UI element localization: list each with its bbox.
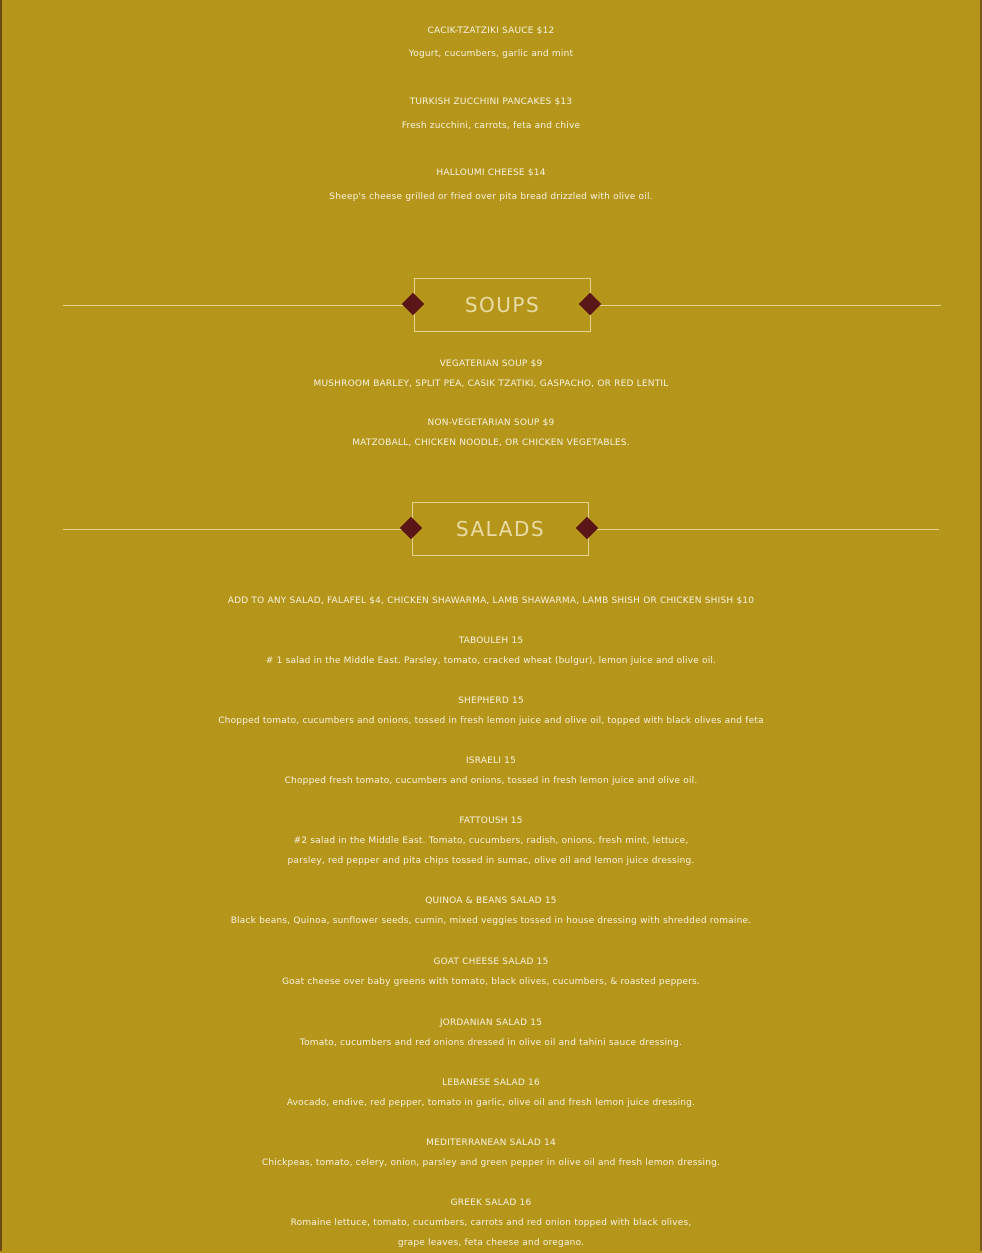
menu-item <box>0 1013 982 1053</box>
menu-item <box>0 413 982 453</box>
menu-item-title: MEDITERRANEAN SALAD 14 <box>426 1138 556 1148</box>
section-divider-salads <box>0 502 982 558</box>
menu-item-description: Chopped tomato, cucumbers and onions, tossed in fresh lemon juice and olive oil, topped with black olives and feta <box>218 716 764 726</box>
menu-item-title: ISRAELI 15 <box>465 756 517 766</box>
divider-rule <box>596 529 939 530</box>
menu-item-description: Sheep's cheese grilled or fried over pita bread drizzled with olive oil. <box>329 192 653 202</box>
menu-item <box>0 1193 982 1253</box>
menu-item-title: GOAT CHEESE SALAD 15 <box>433 957 549 967</box>
menu-item <box>0 163 982 207</box>
menu-item-description: MUSHROOM BARLEY, SPLIT PEA, CASIK TZATIKI, GASPACHO, OR RED LENTIL <box>313 379 669 389</box>
menu-item <box>0 751 982 791</box>
menu-item-description: Black beans, Quinoa, sunflower seeds, cumin, mixed veggies tossed in house dressing with shredded romaine. <box>230 916 752 926</box>
addon-text: ADD TO ANY SALAD, FALAFEL $4, CHICKEN SHAWARMA, LAMB SHAWARMA, LAMB SHISH OR CHICKEN SHISH $10 <box>227 596 755 606</box>
divider-rule <box>599 305 941 306</box>
menu-item-title: NON-VEGETARIAN SOUP $9 <box>427 418 555 428</box>
salad-addon-note <box>0 591 982 611</box>
menu-item-title: QUINOA & BEANS SALAD 15 <box>425 896 557 906</box>
menu-item-description: grape leaves, feta cheese and oregano. <box>397 1238 585 1248</box>
menu-item-description: #2 salad in the Middle East. Tomato, cucumbers, radish, onions, fresh mint, lettuce, <box>293 836 689 846</box>
menu-item-title: TABOULEH 15 <box>458 636 524 646</box>
section-divider-soups <box>0 278 982 334</box>
menu-item-title: CACIK-TZATZIKI SAUCE $12 <box>427 26 555 36</box>
menu-item-description: Chickpeas, tomato, celery, onion, parsley and green pepper in olive oil and fresh lemon dressing. <box>261 1158 721 1168</box>
menu-item-description: Chopped fresh tomato, cucumbers and onions, tossed in fresh lemon juice and olive oil. <box>284 776 698 786</box>
menu-item-title: JORDANIAN SALAD 15 <box>439 1018 543 1028</box>
menu-item <box>0 92 982 136</box>
section-heading-salads: SALADS <box>412 502 589 556</box>
menu-item-title: HALLOUMI CHEESE $14 <box>436 168 546 178</box>
divider-rule <box>63 529 403 530</box>
menu-item-description: Tomato, cucumbers and red onions dressed in olive oil and tahini sauce dressing. <box>299 1038 683 1048</box>
menu-item <box>0 631 982 671</box>
menu-item <box>0 891 982 931</box>
menu-item-title: VEGATERIAN SOUP $9 <box>439 359 543 369</box>
divider-rule <box>63 305 405 306</box>
section-heading-soups: SOUPS <box>414 278 591 332</box>
menu-item-title: FATTOUSH 15 <box>459 816 523 826</box>
menu-item <box>0 691 982 731</box>
menu-item <box>0 21 982 64</box>
menu-item-title: TURKISH ZUCCHINI PANCAKES $13 <box>409 97 573 107</box>
menu-item <box>0 952 982 992</box>
menu-item-description: Avocado, endive, red pepper, tomato in garlic, olive oil and fresh lemon juice dressing. <box>286 1098 696 1108</box>
menu-item-description: parsley, red pepper and pita chips tossed in sumac, olive oil and lemon juice dressing. <box>287 856 695 866</box>
menu-item-description: MATZOBALL, CHICKEN NOODLE, OR CHICKEN VEGETABLES. <box>352 438 630 448</box>
menu-item-description: Goat cheese over baby greens with tomato, black olives, cucumbers, & roasted peppers. <box>282 977 700 987</box>
menu-item-description: Fresh zucchini, carrots, feta and chive <box>401 121 581 131</box>
menu-item-description: Yogurt, cucumbers, garlic and mint <box>408 49 574 59</box>
menu-item-title: LEBANESE SALAD 16 <box>442 1078 540 1088</box>
menu-item <box>0 1133 982 1173</box>
menu-item-description: # 1 salad in the Middle East. Parsley, tomato, cracked wheat (bulgur), lemon juice and olive oil. <box>265 656 717 666</box>
menu-item <box>0 354 982 394</box>
menu-item <box>0 1073 982 1113</box>
menu-item-title: SHEPHERD 15 <box>458 696 524 706</box>
menu-item <box>0 811 982 871</box>
menu-item-title: GREEK SALAD 16 <box>450 1198 532 1208</box>
menu-item-description: Romaine lettuce, tomato, cucumbers, carrots and red onion topped with black olives, <box>290 1218 692 1228</box>
